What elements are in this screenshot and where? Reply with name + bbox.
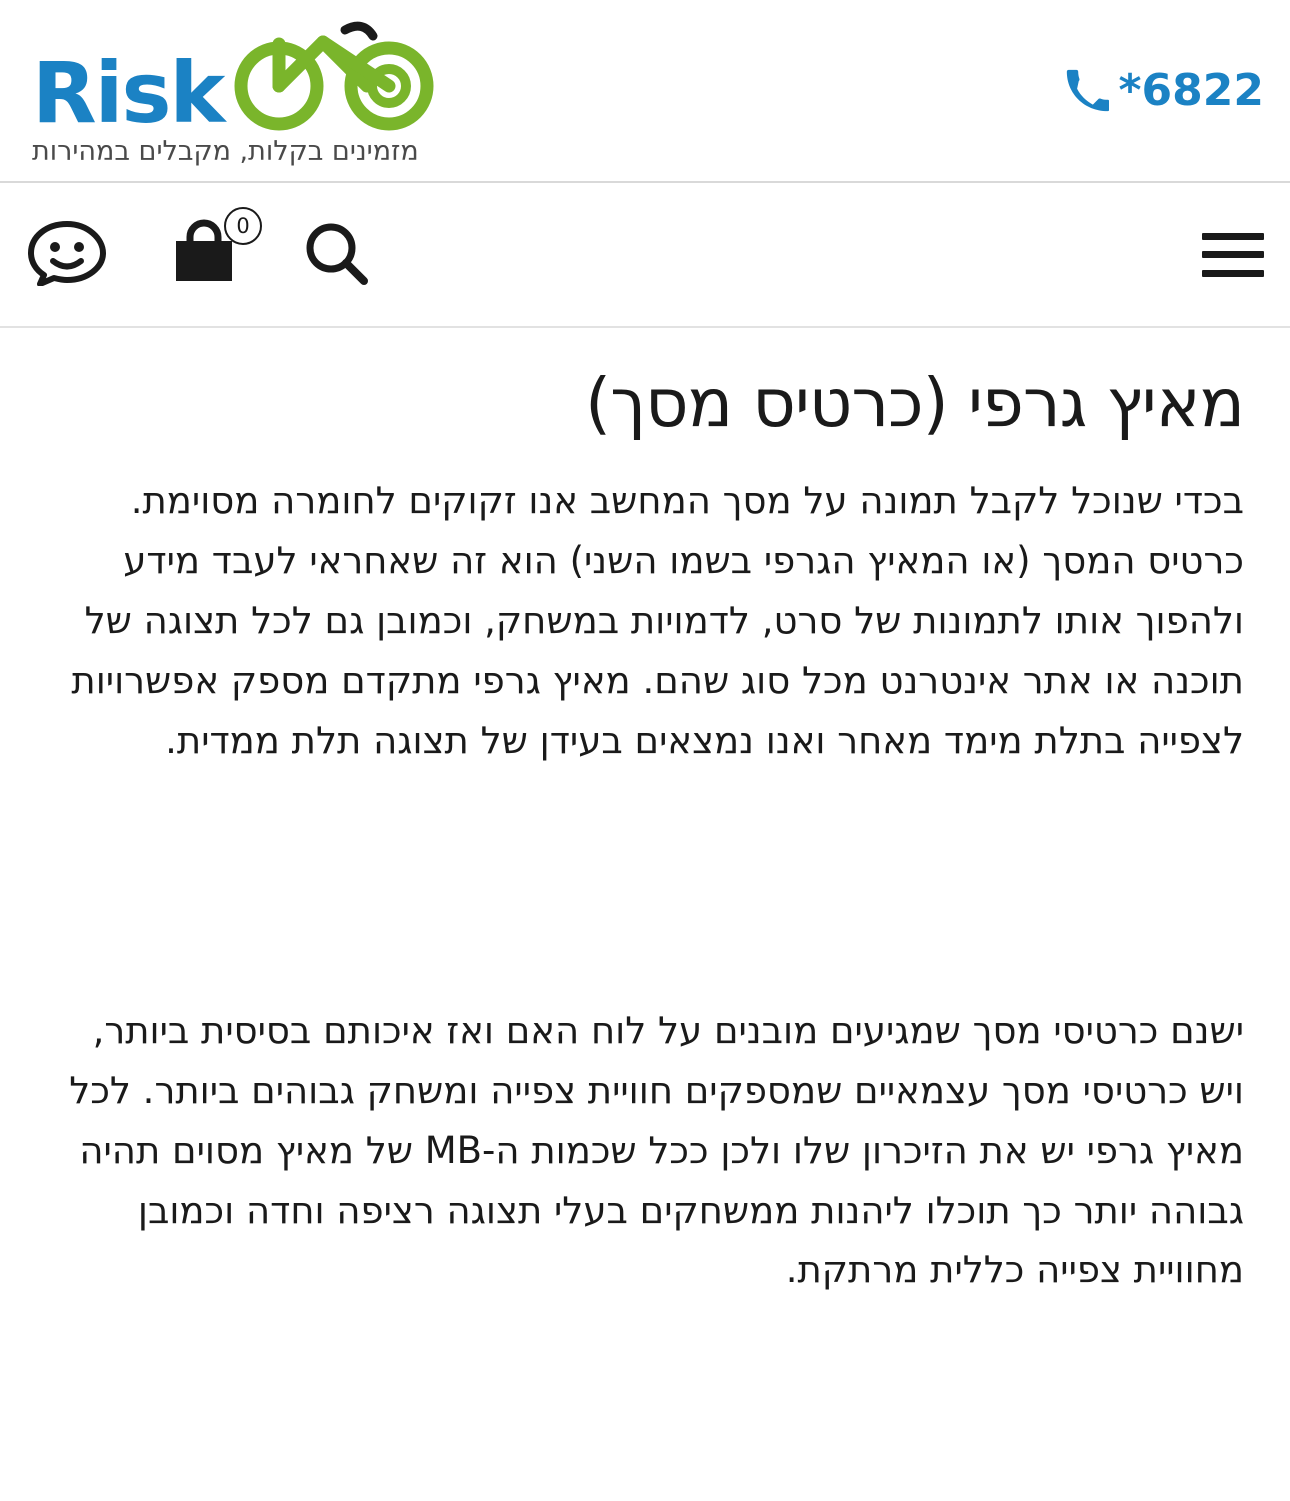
article-content — [0, 328, 1290, 1370]
cart-count-badge: 0 — [224, 207, 262, 245]
article-paragraph-1: בכדי שנוכל לקבל תמונה על מסך המחשב אנו זקוקים לחומרה מסוימת. כרטיס המסך (או המאיץ הגרפי בשמו השני) הוא זה שאחראי לעבד מידע ולהפוך אותו לתמונות של סרט, לדמויות במשחק, וכמובן גם לכל תצוגה של תוכנה או אתר אינטרנט מכל סוג שהם. מאיץ גרפי מתקדם מספק אפשרויות לצפייה בתלת מימד מאחר ואנו נמצאים בעידן של תצוגה תלת ממדית. — [71, 479, 1244, 762]
navigation-bar — [0, 183, 1290, 328]
phone-link[interactable] — [1065, 65, 1264, 116]
bicycle-icon — [227, 14, 442, 132]
search-button[interactable] — [300, 217, 372, 292]
phone-number: *6822 — [1118, 65, 1264, 116]
accessibility-smiley-icon — [26, 220, 108, 289]
cart-button[interactable] — [168, 214, 250, 290]
menu-bar-top — [1202, 233, 1264, 240]
article-paragraph-2: ישנם כרטיסי מסך שמגיעים מובנים על לוח האם ואז איכותם בסיסית ביותר, ויש כרטיסי מסך עצמאיים שמספקים חוויית צפייה ומשחק גבוהים ביותר. לכל מאיץ גרפי יש את הזיכרון שלו ולכן ככל שכמות ה-MB של מאיץ מסוים תהיה גבוהה יותר כך תוכלו ליהנות ממשחקים בעלי תצוגה רציפה וחדה וכמובן מחוויית צפייה כללית מרתקת. — [69, 1008, 1244, 1292]
site-logo[interactable] — [26, 14, 442, 167]
hamburger-menu-icon[interactable] — [1202, 233, 1264, 277]
menu-bar-bottom — [1202, 270, 1264, 277]
phone-icon — [1065, 69, 1109, 113]
logo-wordmark: Risk — [32, 43, 224, 142]
top-header-bar — [0, 0, 1290, 183]
menu-bar-middle — [1202, 251, 1264, 258]
page-title: מאיץ גרפי (כרטיס מסך) — [585, 364, 1244, 442]
accessibility-button[interactable] — [26, 220, 108, 289]
search-icon — [300, 217, 372, 292]
logo-tagline: מזמינים בקלות, מקבלים במהירות — [32, 136, 419, 167]
paragraph-spacer — [46, 801, 1244, 1001]
